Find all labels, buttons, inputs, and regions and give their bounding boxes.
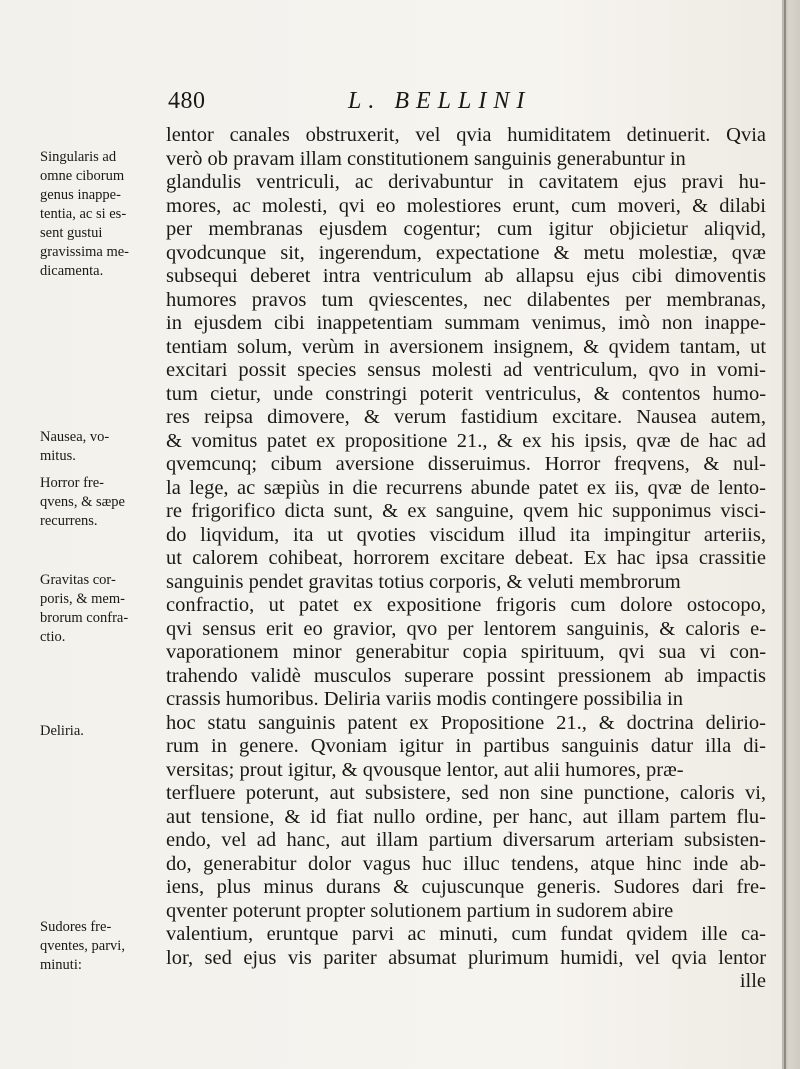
margin-note	[40, 428, 165, 466]
margin-note-line: recurrens.	[40, 513, 98, 529]
margin-note	[40, 722, 165, 741]
margin-note	[40, 474, 165, 531]
margin-note-line: poris, & mem-	[40, 591, 125, 607]
catchword: ille	[739, 970, 766, 992]
body-text	[166, 124, 766, 994]
text-line: qvodcunque sit, ingerendum, expectatione & metu molestiæ, qvæ	[166, 241, 766, 264]
margin-note-line: genus inappe-	[40, 187, 121, 203]
margin-note-line: mitus.	[40, 448, 76, 464]
text-line: & vomitus patet ex propositione 21., & ex his ipsis, qvæ de hac ad	[166, 429, 766, 452]
text-line: re frigorifico dicta sunt, & ex sanguine, qvem hic supponimus visci-	[166, 500, 766, 522]
text-line: vaporationem minor generabitur copia spirituum, qvi sua vi con-	[166, 641, 766, 663]
text-line: lor, sed ejus vis pariter absumat plurimum humidi, vel qvia lentor	[166, 946, 766, 969]
margin-note	[40, 148, 165, 281]
text-line: do, generabitur dolor vagus huc illuc tendens, atque hinc inde ab-	[166, 852, 766, 875]
running-head: L. BELLINI	[348, 88, 532, 114]
text-line: iens, plus minus durans & cujuscunque generis. Sudores dari fre-	[166, 876, 766, 898]
margin-note-line: qvens, & sæpe	[40, 494, 125, 510]
margin-note-line: ctio.	[40, 629, 66, 645]
margin-note-line: sent gustui	[40, 225, 103, 241]
margin-note-line: omne ciborum	[40, 168, 125, 184]
margin-note-line: minuti:	[40, 957, 82, 973]
text-line: versitas; prout igitur, & qvousque lentor, aut alii humores, præ-	[166, 758, 684, 781]
text-line: trahendo validè musculos superare possint pressionem ab impactis	[166, 664, 766, 687]
margin-note-line: Deliria.	[40, 723, 84, 739]
margin-note	[40, 571, 165, 647]
text-line: crassis humoribus. Deliria variis modis contingere possibilia in	[166, 688, 683, 710]
text-line: hoc statu sanguinis patent ex Propositione 21., & doctrina delirio-	[166, 711, 766, 734]
margin-note-line: Nausea, vo-	[40, 429, 110, 445]
text-line: verò ob pravam illam constitutionem sanguinis generabuntur in	[166, 147, 686, 170]
gutter-edge	[784, 0, 786, 1069]
text-line: glandulis ventriculi, ac derivabuntur in cavitatem ejus pravi hu-	[166, 171, 766, 193]
text-line: sanguinis pendet gravitas totius corporis, & veluti membrorum	[166, 570, 681, 593]
text-line: lentor canales obstruxerit, vel qvia humiditatem detinuerit. Qvia	[166, 124, 766, 146]
margin-note-line: qventes, parvi,	[40, 938, 125, 954]
text-line: qvi sensus erit eo gravior, qvo per lentorem sanguinis, & caloris e-	[166, 617, 766, 640]
text-line: la lege, ac sæpiùs in die recurrens abunde patet ex iis, qvæ de lento-	[166, 476, 766, 499]
text-line: per membranas ejusdem cogentur; cum igitur objicietur aliqvid,	[166, 218, 766, 240]
text-line: aut tensione, & id fiat nullo ordine, per hanc, aut illam partem flu-	[166, 805, 766, 828]
margin-note	[40, 918, 165, 975]
text-line: rum in genere. Qvoniam igitur in partibus sanguinis datur illa di-	[166, 735, 766, 757]
text-line: ut calorem cohibeat, horrorem excitare debeat. Ex hac ipsa crassitie	[166, 547, 766, 569]
text-line: terfluere poterunt, aut subsistere, sed non sine punctione, caloris vi,	[166, 782, 766, 804]
text-line: tentiam solum, verùm in aversionem insignem, & qvidem tantam, ut	[166, 335, 766, 358]
text-line: do liqvidum, ita ut qvoties viscidum illud ita impingitur arteriis,	[166, 523, 766, 546]
text-line: tum cietur, unde constringi poterit ventriculus, & contentos humo-	[166, 382, 766, 405]
text-line: endo, vel ad hanc, aut illam partium diversarum arteriam subsisten-	[166, 829, 766, 851]
text-line: mores, ac molesti, qvi eo molestiores erunt, cum moveri, & dilabi	[166, 194, 766, 217]
margin-note-line: Horror fre-	[40, 475, 105, 491]
text-line: res reipsa dimovere, & verum fastidium excitare. Nausea autem,	[166, 406, 766, 428]
margin-note-line: dicamenta.	[40, 263, 104, 279]
text-line: humores pravos tum qviescentes, nec dilabentes per membranas,	[166, 288, 766, 311]
margin-note-line: tentia, ac si es-	[40, 206, 127, 222]
margin-note-line: Singularis ad	[40, 149, 117, 165]
text-line: in ejusdem cibi inappetentiam summam venimus, imò non inappe-	[166, 312, 766, 334]
page-number: 480	[168, 88, 206, 114]
margin-note-line: Sudores fre-	[40, 919, 112, 935]
text-line: excitari possit species sensus molesti ad ventriculum, qvo in vomi-	[166, 359, 766, 381]
text-line: qventer poterunt propter solutionem partium in sudorem abire	[166, 899, 674, 922]
text-line: valentium, eruntque parvi ac minuti, cum fundat qvidem ille ca-	[166, 923, 766, 945]
margin-note-line: gravissima me-	[40, 244, 129, 260]
margin-note-line: Gravitas cor-	[40, 572, 116, 588]
text-line: confractio, ut patet ex expositione frigoris cum dolore ostocopo,	[166, 594, 766, 616]
margin-note-line: brorum confra-	[40, 610, 129, 626]
text-line: qvemcunq; cibum aversione disseruimus. Horror freqvens, & nul-	[166, 453, 766, 475]
page-header	[168, 88, 768, 120]
text-line: subsequi deberet intra ventriculum ab allapsu ejus cibi dimoventis	[166, 265, 766, 287]
